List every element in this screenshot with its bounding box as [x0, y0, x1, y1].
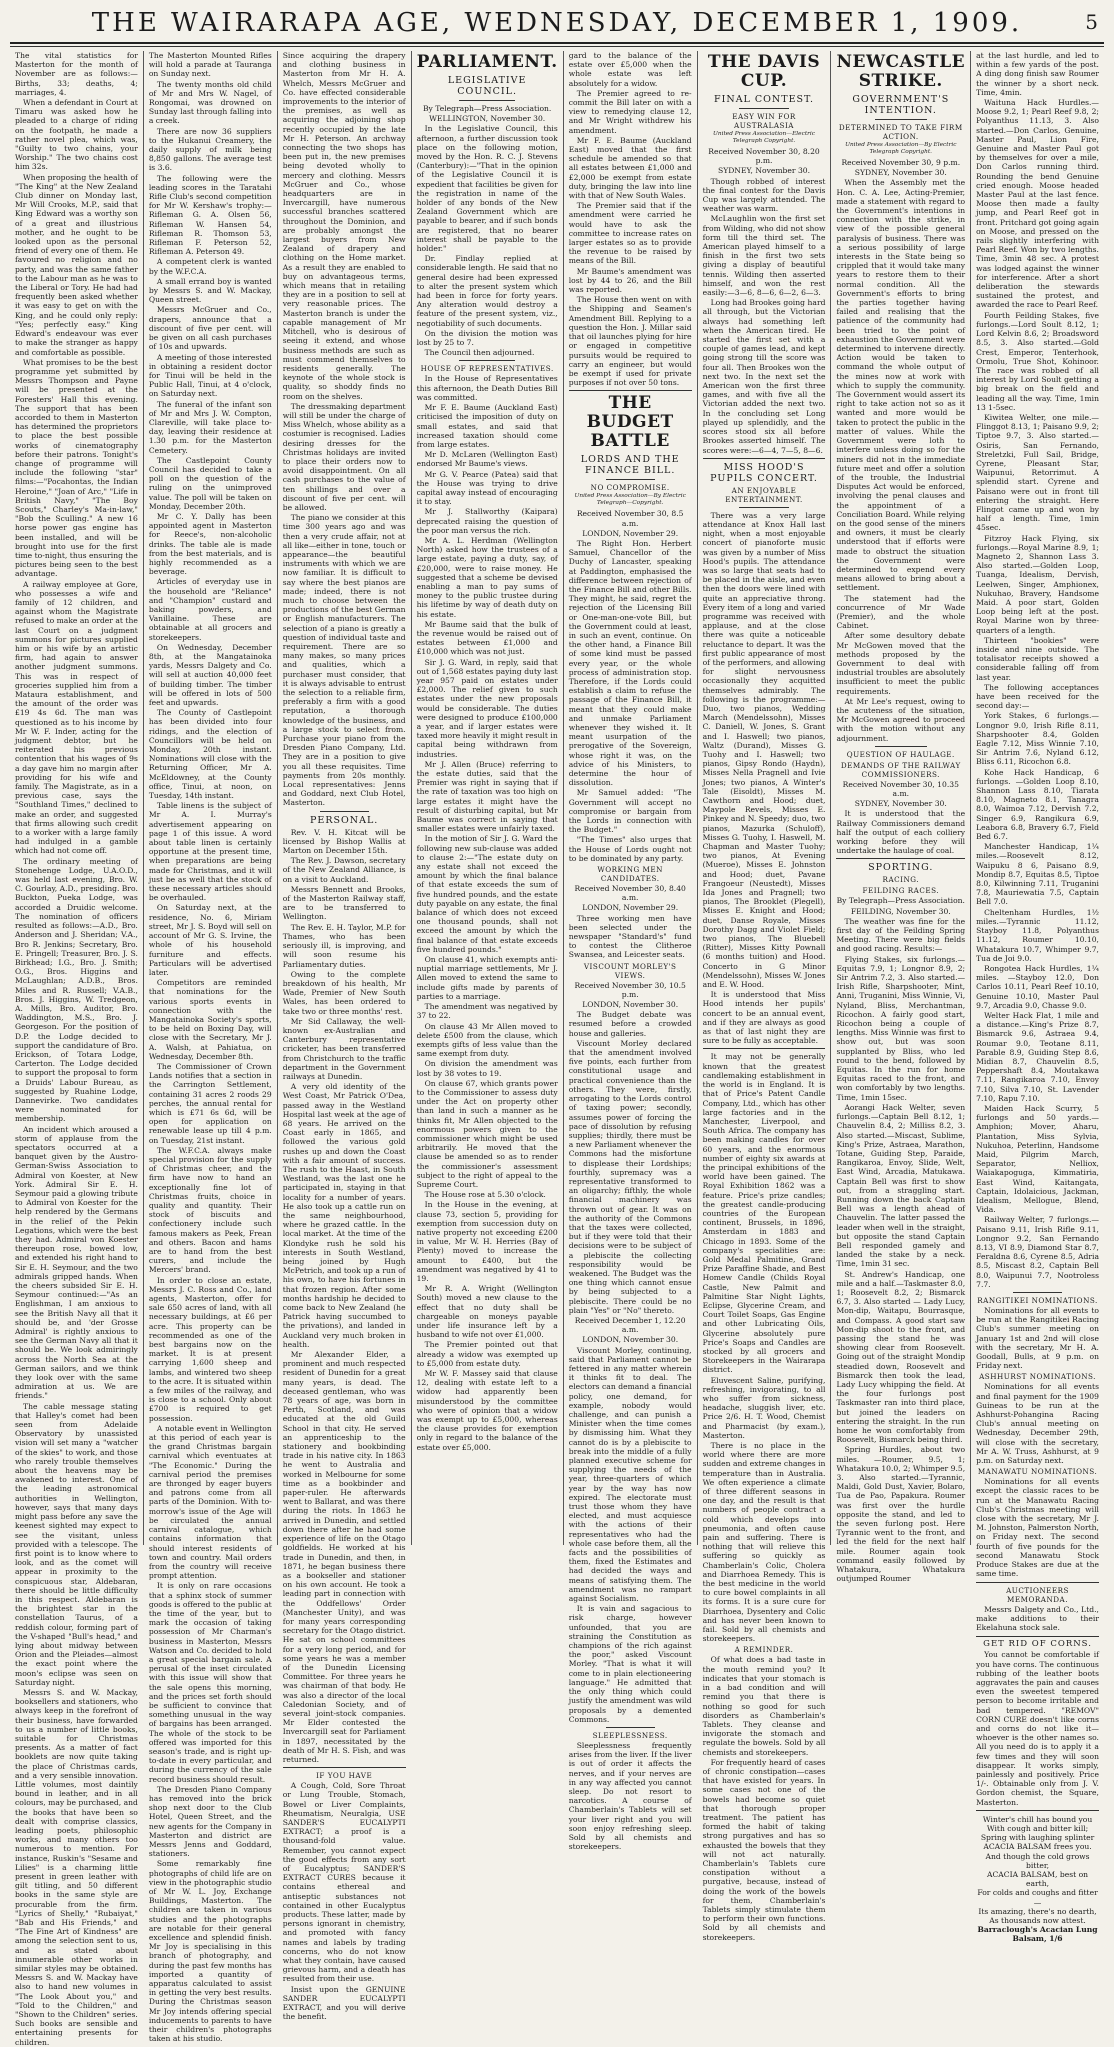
article-paragraph: At Mr Lee's request, owing to the acuteness of the situation, Mr McGowen agreed to proceed with the motion without any adjournment. [836, 696, 966, 743]
article-paragraph: The Council then adjourned. [424, 348, 535, 358]
credit-line: By Telegraph—Press Association. [422, 104, 552, 113]
dateline: LONDON, November 30. [582, 1335, 679, 1345]
headline-sporting: SPORTING. [868, 862, 934, 874]
article-paragraph: Nominations for all events and final payment for the 1909 Guineas to be run at the Ashhurst-Pohangina Racing Club's annual meeting on Wednesday, December 29th, will close with the secretary, Mr A. W. Truss, Ashhurst, at 9 p.m. on Saturday next. [976, 1382, 1099, 1466]
poem-line: Its amazing, there's no dearth, [978, 1906, 1097, 1916]
advert-heading: A REMINDER. [734, 1645, 794, 1655]
subhead-final-contest: FINAL CONTEST. [714, 94, 814, 105]
divider [836, 858, 965, 859]
article-paragraph: Since acquiring the drapery and clothing business in Masterton from Mr H. A. Whelch, Messrs McGruer and Co. have effected considerable improvements to the interior of the premises, as well as acquiring the adjoining shop recently occupied by the late Mr H. Peterson. An archway connecting the two shops has been put in, the new premises being devoted wholly to mercery and clothing. Messrs McGruer and Co., whose headquarters are in Invercargill, have numerous successful branches scattered throughout the Dominion, and are probably amongst the largest buyers from New Zealand of drapery and clothing on the Home market. As a result they are enabled to buy on advantageous terms, which means that in retailing they are in a position to sell at very reasonable prices. The Masterton branch is under the capable management of Mr Mitchell, who is desirous of seeing it extend, and whose business methods are such as must commend themselves to residents generally. The keynote of the whole stock is quality, so shoddy finds no room on the shelves. [282, 51, 406, 401]
article-paragraph: Mr Sid Callaway, the well-known ex-Australian and Canterbury representative cricketer, has been transferred from Christchurch to the traffic department in the Government railways at Dunedin. [282, 1016, 406, 1081]
article-paragraph: The amendment was negatived by 37 to 22. [416, 1002, 558, 1021]
article-paragraph: It is only on rare occasions that a sphinx stock of summer goods is offered to the public at the time of the year, but to mark the occasion of taking possession of Mr Charman's business in Masterton, Messrs Watson and Co. decided to hold a great special bargain sale. A perusal of the inset circulated with this issue will show that the sale opens this morning, and the prices set forth should be sufficient to convince that something unusual in the way of bargains has been arranged. The whole of the stock to be offered was imported for this season's trade, and is right up-to-date in every particular, and during the currency of the sale record business should result. [148, 1581, 272, 1784]
subhead-easy-win: EASY WIN FOR AUSTRALASIA [732, 112, 796, 130]
article-paragraph: Mr C. Y. Dally has been appointed agent in Masterton for Reece's, non-alcoholic drinks. The table ale is made from the best materials, and is highly recommended as a beverage. [148, 511, 272, 577]
article-paragraph: When proposing the health of "The King" at the New Zealand Club dinner on Monday last, Mr Will Crooks, M.P., said that King Edward was a worthy son of a great and illustrious mother, and he ought to be looked upon as the personal friend of every one of them. He favoured no religion and no party, and was the same father to the Labour man as he was to the Liberal or Tory. He had had frequently been asked whether it was easy to get on with the King, and he could only reply: "Yes; perfectly easy." King Edward's endeavour was ever to make the stranger as happy and comfortable as possible. [15, 172, 138, 357]
column-5 [564, 51, 698, 1852]
masthead [10, 8, 1104, 44]
article-paragraph: The Castlepoint County Council has decided to take a poll on the question of the ruling on the unimproved value. The poll will be taken on Monday, December 20th. [148, 455, 272, 511]
advert-text: There is no place in the world where there are more sudden and extreme changes in temperature than in Australia. We often experience a climate of three different seasons in one day, and the result is that numbers of people contract a cold which develops into pneumonia, and often cause pain and suffering. There is nothing that will relieve this suffering so quickly as Chamberlain's Colic, Cholera and Diarrhoea Remedy. This is the best medicine in the world to cure bowel complaints in all its forms. It is a sure cure for Diarrhoea, Dysentery and Colic and has never been known to fail. Sold by all chemists and storekeepers. [702, 1441, 826, 1644]
article-paragraph: The funeral of the infant son of Mr and Mrs J. W. Compton, Clareville, will take place to-day, leaving their residence at 1.30 p.m. for the Masterton Cemetery. [148, 399, 272, 455]
dateline: SYDNEY, November 30. [718, 166, 811, 176]
headline-newcastle-strike: NEWCASTLE STRIKE. [836, 52, 966, 91]
advert-text: Eluvescent Saline, purifying, refreshing, invigorating, to all who suffer from sickness, headache, sluggish liver, etc. Price 2/6. H. T. Wood, Chemist and Pharmacist (by exam.), Masterton. [702, 1375, 826, 1440]
section-heading-personal: PERSONAL. [310, 814, 379, 826]
article-paragraph: Articles of everyday use in the household are "Reliance" and "Champion" custard and baking powders, and Vanillaine. These are obtainable at all grocers and storekeepers. [148, 577, 272, 642]
advert-text: A Cough, Cold, Sore Throat or Lung Trouble, Stomach, Bowel or Liver Complaints, Rheumatism, Neuralgia, USE SANDER'S EUCALYPTI EXTRACT; a proof is a thousand-fold value. Remember, you cannot expect the good effects from any sort of Eucalyptus; SANDER'S EXTRACT CURES because it contains ethereal and antiseptic substances not contained in other Eucalyptus products. These latter, made by persons ignorant in chemistry, and promoted with fancy names and labels by trading concerns, who do not know what they contain, have caused grievous harm, and a death has resulted from their use. [282, 1781, 406, 1984]
article-paragraph: Dr. Findlay replied at considerable length. He said that no general desire had been expressed to alter the present system which had been in force for forty years. Any alteration would destroy a feature of the present system, viz., negotiability of such documents. [416, 254, 558, 328]
article-paragraph: On the division the motion was lost by 25 to 7. [416, 328, 558, 348]
article-paragraph: Mr Baume said that the bulk of the revenue would be raised out of estates between £1,000 and £10,000 which was not just. [416, 619, 558, 657]
article-paragraph: Mr D. McLaren (Wellington East) endorsed Mr Baume's views. [416, 450, 558, 469]
divider [459, 100, 515, 101]
article-paragraph: Fourth Feilding Stakes, five furlongs.—Lord Soult 8.12, 1; Lord Kelvin 8.6, 2; Broadsword 8.5, 3. Also started.—Gold Crest, Emperor, Tenterhook, Ormolu, True Shot, Kohinoor. The race was robbed of all interest by Lord Soult getting a big break on the field and leading all the way. Time, 1min 13 1-5sec. [976, 310, 1099, 412]
article-paragraph: The W.F.C.A. always make special provision for the supply of Christmas cheer, and the firm have now to hand an exceptionally fine lot of Christmas fruits, choice in quality and quantity. Their stock of biscuits and confectionery include such famous makers as Peek, Frean and others. Bacon and hams are to hand from the best curers, and include the Mercers' brand. [148, 1145, 272, 1275]
article-paragraph: In order to close an estate, Messrs J. C. Ross and Co., land agents, Masterton, offer for sale 650 acres of land, with all necessary buildings, at £6 per acre. This property can be recommended as one of the best bargains now on the market. It is at present carrying 1,600 sheep and lambs, and wintered two sheep to the acre. It is situated within a few miles of the railway, and is close to a school. Only about £700 is required to get possession. [148, 1275, 272, 1423]
article-paragraph: The Rev. J. Dawson, secretary of the New Zealand Alliance, is on a visit to Auckland. [282, 856, 406, 884]
divider [875, 119, 926, 120]
subhead-racing: RACING. [882, 875, 920, 885]
article-paragraph: Messrs S. and W. Mackay, booksellers and stationers, who always keep in the forefront of their business, have forwarded to us a number of little books, suitable for Christmas presents. As a matter of fact booklets are now quite taking the place of Christmas cards, and a very sensible innovation. Little volumes, most daintily bound in leather, and in all colours, may be purchased, and the books that have been so dealt with comprise classics, leading poets, philosophic works, and many others too numerous to mention. For instance, Ruskin's "Sesame and Lilies" is a charming little present in green leather with gilt titling, and 50 different books in the same style are procurable from the firm. "Lyrics of Shelly," "Rubaiyat," "Bab and His Friends," and "The Fine Art of Kindness" are among the selection sent to us, and as stated about innumerable other works in similar styles may be obtained. Messrs S. and W. Mackay have also to hand new volumes in "The Look About you," and "Told to the Children," and "Shown to the Children" series. Such books are sensible and entertaining presents for children. [15, 1687, 138, 2047]
article-paragraph: Messrs Dalgety and Co., Ltd., make additions to their Ekelahuna stock sale. [976, 1604, 1099, 1632]
article-paragraph: at the last hurdle, and led to within a few yards of the post. A ding dong finish saw Roumer the winner by a short neck. Time, 4min. [976, 51, 1099, 97]
article-paragraph: The Premier said that if the amendment were carried he would have to ask the committee to increase rates on larger estates so as to provide the revenue to be raised by means of the Bill. [568, 201, 692, 266]
article-paragraph: When a defendant in Court at Timaru was asked how he pleaded to a charge of riding on the footpath, he made a rather novel plea, which was, "Guilty to two chains, your Worship." The two chains cost him 32s. [15, 98, 138, 172]
credit-line: United Press Association—Electric Telegraph Copyright. [713, 131, 816, 144]
article-paragraph: On Saturday next, at the residence, No. 6, Miriam street, Mr J. S. Boyd will sell on account of Mr G. S. Irvine, the whole of his household furniture and effects. Particulars will be advertised later. [148, 903, 272, 977]
article-paragraph: A railway employee at Gore, who possesses a wife and family of 12 children, and against whom the Magistrate refused to make an order at the last Court on a judgment summons for pictures supplied him or his wife by an artistic firm, had again to answer another judgment summons. This was in respect of groceries supplied him from a Mataura establishment, and the amount of the order was £19 4s 6d. The man was questioned as to his income by Mr W. F. Inder, acting for the judgment debtor, but he reiterated his previous contention that his wages of 9s a day gave him no margin after providing for his wife and family. The Magistrate, as in a previous case, says the "Southland Times," declined to make an order, and suggested that firms allowing such credit to a worker with a large family had indulged in a gamble which had not come off. [15, 579, 138, 856]
article-paragraph: Rongotea Hack Hurdles, 1¼ miles. —Stayboy 12.0, Don Carlos 10.11, Pearl Reef 10.10, Genuine 10.10, Master Paul 9.7, Arcadia 9.0, Chasse 9.0. [976, 963, 1099, 1010]
divider [1013, 1292, 1062, 1293]
article-paragraph: St. Andrew's Handicap, one mile and a half.—Taskmaster 8.0, 1; Roosevelt 8.2, 2; Bismarck 6.7, 3. Also started — Lady Lucy, Mon-dip, Waitapu, Bourrasque, and Compass. A good start saw Mon-dip shoot to the front, and passing the stand he was showing clear from Roosevelt. Going out of the straight Mondip steadied down, Roosevelt and Bismarck then took the lead, Lady Lucy whipping the field. At the four furlongs post Taskmaster ran into third place, but joined the leaders on entering the straight. In the run home he won comfortably from Roosevelt, Bismarck being third. [836, 1269, 966, 1445]
subhead-railway-commissioners: DEMANDS OF THE RAILWAY COMMISSIONERS. [840, 760, 961, 779]
article-paragraph: York Stakes, 6 furlongs.—Longnor 9.0, Irish Rifle 8.11, Sharpshooter 8.4, Golden Eagle 7.12, Miss Winnie 7.10, Sir Antrim 7.6, Nyland 6.12, Bliss 6.11, Ricochon 6.8. [976, 711, 1099, 767]
article-paragraph: The Dresden Piano Company has removed into the brick shop next door to the Club Hotel, Queen Street, and the new agents for the Company in Masterton and district are Messrs Jenns and Goddard, stationers. [148, 1784, 272, 1859]
subhead-governments-intention: GOVERNMENT'S INTENTION. [852, 94, 950, 116]
article-paragraph: Table linens is the subject of Mr A. I. Murray's advertisement appearing on page 1 of this issue. A word about table linen is certainly opportune at the present time, when preparations are being made for Christmas, and it will just be as well that the stock of these necessary articles should be overhauled. [148, 801, 272, 903]
credit-line: By Telegraph—Press Association. [836, 896, 965, 906]
advert-text: For frequently heard of cases of chronic constipation—cases that have existed for years. In some cases not one of the bowels had become so quiet that thorough proper treatment. The patient has formed the habit of taking strong purgatives and has so exhausted the bowels that they will not act naturally. Chamberlain's Tablets cure constipation without a purgative, because, instead of doing the work of the bowels for them, Chamberlain's Tablets simply stimulate them to perform their own functions. Sold by all chemists and storekeepers. [702, 1757, 826, 1942]
article-paragraph: A small errand boy is wanted by Messrs S. and W. Mackay, Queen street. [148, 276, 272, 305]
article-paragraph: An incident which aroused a storm of applause from the spectators occurred at a banquet given by the Austro-German-Swiss Association to Admiral von Koester, at New York. Admiral Sir E. H. Seymour paid a glowing tribute to Admiral von Koester for the help rendered by the Germans in the relief of the Pekin Legations, which were the best they had. Admiral von Koester thereupon rose, bowed low, and extended his right hand to Sir E. H. Seymour, and the two admirals gripped hands. When the cheers subsided Sir E. H. Seymour continued:—"As an Englishman, I am anxious to see the British Navy all that it should be, and 'der Grosse Admiral' is rightly anxious to see the German Navy all that it should be. We look admiringly across the North Sea at the German sailors, and we think they look over with the same admiration at us. We are friends." [15, 1124, 138, 1401]
article-paragraph: Mr Alexander Elder, a prominent and much respected resident of Dunedin for a great many years, is dead. The deceased gentleman, who was 78 years of age, was born in Perth, Scotland, and was educated at the old Guild School in that city. He served an apprenticeship to the stationery and bookbinding trade in his native city. In 1863 he went to Australia and worked in Melbourne for some time as a bookbinder and paper-ruler. He afterwards went to Ballarat, and was there during the riots. In 1863 he arrived in Dunedin, and settled down there after he had some experience of life on the Otago goldfields. He worked at his trade in Dunedin, and then, in 1871, he began business there as a bookseller and stationer on his own account. He took a leading part in connection with the Oddfellows' Order (Manchester Unity), and was for many years corresponding secretary for the Otago district. He sat on school committees for a very long period, and for some years he was a member of the Dunedin Licensing Committee. For three years he was chairman of that body. He was also a director of the local Caledonian Society, and of several joint-stock companies. Mr Elder contested the Invercargill seat for Parliament in 1897, necessitated by the death of Mr H. S. Fish, and was returned. [282, 1350, 406, 1764]
article-paragraph: A very old identity of the West Coast, Mr Patrick O'Dea, passed away in the Westland Hospital last week at the age of 68 years. He arrived on the Coast early in 1865, and followed the various gold rushes up and down the Coast with a fair amount of success. The rush to the Haast, in South Westland, was the last one he participated in, staying in that locality for a number of years. He also took up a cattle run on the same neighbourhood, where he grazed cattle. In the local market. At the time of the Klondyke rush he sold his interests in South Westland, being joined by Hugh McPetrich, and took up a run of his own, to have his fortunes in that frozen region. After some months hardship he decided to come back to New Zealand (he Patrick having succumbed to the privations), and landed in Auckland very much broken in health. [282, 1082, 406, 1349]
dateline: SYDNEY, November 30. [854, 799, 947, 809]
subhead-firm-action: DETERMINED TO TAKE FIRM ACTION. [838, 123, 963, 141]
received-line: Received November 30, 8.5 a.m. [576, 509, 684, 528]
article-paragraph: There are now 36 suppliers to the Hukanui Creamery, the daily supply of milk being 8,850 gallons. The average test is 3.6. [148, 126, 272, 173]
article-paragraph: Though robbed of interest the final contest for the Davis Cup was largely attended. The weather was warm. [702, 176, 826, 214]
headline-davis-cup: THE DAVIS CUP. [707, 52, 821, 91]
article-paragraph: There was a very large attendance at Knox Hall last night, when a most enjoyable concert of pianoforte music was given by a number of Miss Hood's pupils. The attendance was so large that seats had to be placed in the aisle, and even then the doors were lined with quite an appreciative throng. Every item of a long and varied programme was received with applause, and at the close there was quite a noticeable reluctance to depart. It was the first public appearance of most of the performers, and allowing for slight nervousness occasionally they acquitted themselves admirably. The following is the programme:—Duo, two pianos, Wedding March (Mendelssohn), Misses C. Daniell, W. Jones, S. Grant and I. Haswell; two pianos, Waltz (Durand), Misses G. Tuohy and I. Haswell; two pianos, Gipsy Rondo (Haydn), Misses Nella Pragnell and Ivie Jones; two pianos, A Winter's Tale (Eisoldt), Misses M. Cawthorn and Hood; duet, Maypole Revels, Misses E. Pinkey and N. Speedy; duo, two pianos, Mazurka (Schuloff), Misses G. Tuohy, I. Haswell, M. Chapman and Master Tuohy; two pianos, At Evening (Mueroe), Misses E. Johnston and Hood; duet, Pavane Frangoeur (Neustedt), Misses Ida Jones and Pragnell; two pianos, The Brooklet (Plegell), Misses E. Knight and Hood; duet, Danse Royale, Misses Dorothy Dagg and Violet Field; two pianos, The Bluebell (Ritter), Misses Kitty Pownall (6 months tuition) and Hood. Concerto in G Minor (Mendelssohn), Misses W. Jones and E. W. Hood. [702, 510, 826, 990]
article-paragraph: Welter Hack Flat, 1 mile and a distance.—King's Prize 8.7, Bismarck 9.6, Astraea 9.4, Roumar 9.0, Teotane 8.11, Parable 8.9, Guiding Step 8.6, Midian 8.7, Chauvelin 8.5, Peppershaft 8.4, Moutakawa 7.11, Rangikaroa 7.10, Envoy 7.10, Silva 7.10, St. Lavender 7.10, Rapu 7.10. [976, 1010, 1099, 1103]
article-paragraph: Mr F. E. Baume (Auckland East) moved that the first schedule be amended so that all estates between £1,000 and £2,000 be exempt from estate duty, bringing the law into line with that of New South Wales. [568, 135, 692, 201]
advert-poem [976, 1815, 1099, 1944]
article-paragraph: The statement had the concurrence of Mr Wade (Premier), and the whole Cabinet. [836, 593, 966, 631]
advert-box [976, 1636, 1099, 1811]
dateline: LONDON, November 30. [582, 1000, 679, 1010]
article-paragraph: Rev. V. H. Kitcat will be licensed by Bishop Wallis at Marton on December 15th. [282, 827, 406, 856]
article-paragraph: Three working men have been selected under the newspaper "Standard's" fund to contest the Clitheroe Swansea, and Leicester seats. [568, 913, 692, 960]
article-paragraph: Spring Hurdles, about two miles. —Roumer, 9.5, 1; Whatakura 10.0, 2; Whimper 9.5, 3. Also started.—Tyrannic, Maldi, Gold Dust, Xavier, Bolaro, Tua de Pao, Papakura. Roumer was first over the hurdle opposite the stand, and led to the seven furlong post. Here Tyrannic went to the front, and led the field for the next half mile. Roumer again took command easily followed by Whatakura, Whatakura outjumped Roumer [836, 1445, 966, 1584]
poem-line: And though the cold grows bitter, [985, 1851, 1090, 1870]
article-paragraph: Mr Samuel added: "The Government will accept no compromise or bargain from the Lords in connection with the Budget." [568, 788, 692, 835]
received-line: Received November 30, 10.35 a.m. [842, 779, 959, 798]
subhead-working-men: WORKING MEN CANDIDATES. [597, 865, 663, 884]
article-paragraph: It is understood that the Railway Commissioners demand half the output of each colliery working before they will undertake the haulage of coal. [836, 809, 966, 856]
article-paragraph: Thirteen "bookies" were inside and nine outside. The totalisator receipts showed a considerable falling off from last year. [976, 635, 1099, 682]
subhead-house-of-representatives: HOUSE OF REPRESENTATIVES. [420, 364, 554, 374]
headline-parliament: PARLIAMENT. [416, 52, 558, 72]
subhead-legislative-council: LEGISLATIVE COUNCIL. [447, 75, 527, 97]
column-8 [971, 51, 1104, 1944]
poem-line: Barraclough's Acacian Lung Balsam, 1/6 [977, 1925, 1098, 1944]
dateline: FEILDING, November 30. [850, 906, 951, 916]
poem-line: ACACIA BALSAM, best on earth, [987, 1869, 1089, 1889]
article-paragraph: Messrs Bennett and Brooks, of the Masterton Railway staff, are to be transferred to Wellington. [282, 884, 406, 922]
divider [320, 811, 369, 812]
article-paragraph: Flying Stakes, six furlongs.—Equitas 7.9, 1; Longnor 8.9, 2; Sir Antrim 7.2, 3. Also started.—Irish Rifle, Sharpshooter, Mint, Anni, Truganini, Miss Winnie, Vi, Nyland, Bliss, Merchantman, Ricochon. A fairly good start, Ricochon being a couple of lengths. Miss Winnie was first to show out, but was soon supplanted by Bliss, who led round to the bend, followed by Equitas. In the run for home Equitas raced to the front, and won comfortably by two lengths. Time, 1min 15sec. [836, 954, 966, 1102]
poem-line: For colds and coughs and fitter— [977, 1888, 1098, 1907]
article-paragraph: gard to the balance of the estate over £5,000 when the whole estate was left absolutely for a widow. [568, 51, 692, 88]
subhead-no-compromise: NO COMPROMISE. [590, 483, 670, 493]
column-2 [144, 51, 278, 2044]
advert-heading: IF YOU HAVE [316, 1771, 373, 1781]
divider [703, 458, 826, 459]
article-paragraph: A competent clerk is wanted by the W.F.C.A. [148, 257, 272, 276]
column-1 [10, 51, 144, 2047]
article-paragraph: The Right Hon. Herbert Samuel, Chancellor of the Duchy of Lancaster, speaking at Paddington, emphasised the difference between rejection of the Finance Bill and other Bills. They might, he said, regret the rejection of the Licensing Bill or One-man-one-vote Bill, but the Government could at least, in such an event, continue. On the other hand, a Finance Bill of some kind must be passed every year, or the whole process of administration stop. Therefore, if the Lords could establish a claim to refuse the passage of the Finance Bill, it meant that they could make and unmake Parliament whenever they wished it. It meant usurpation of the prerogative of the Sovereign, whose right it was, on the advice of his Ministers, to determine the hour of dissolution. [568, 538, 692, 788]
article-paragraph: Viscount Morley declared that the amendment involved five points, each further from constitutional usage and practical convenience than the others. They were, firstly, arrogating to the Lords control of taxing power; secondly, assumes power of forcing the pace of dissolution by refusing supplies; thirdly, there must be a new Parliament whenever the Commons had the misfortune to displease their Lordships; fourthly, supremacy was a representative transformed to an oligarchy; fifthly, the whole financial machinery was thrown out of gear. It was on the authority of the Commons that the taxes were collected, but if they were told that their decisions were to be subject of a plebiscite the collecting responsibility would be weakened. The Budget was the one thing which cannot ensue by being subjected to a plebiscite. There could be no plain "Yes" or "No" thereto. [568, 1038, 692, 1315]
article-paragraph: Aorangi Hack Welter, seven furlongs.—Captain Bell 8.12, 1; Chauvelin 8.4, 2; Milliss 8.2, 3. Also started.—Miscast, Sublime, King's Prize, Astraea, Marathon, Totane, Guiding Step, Paraide, Rangikaroa, Envoy, Slide, Welt, East Wind, Arcadia, Matukawa. Captain Bell was first to show out, from a straggling start. Running down the back Captain Bell was a length ahead of Chauvelin. The latter passed the leader when well in the straight, but opposite the stand Captain Bell responded gamely and landed the stake by a neck. Time, 1min 31 sec. [836, 1102, 966, 1269]
advert-text: Insist upon the GENUINE SANDER EUCALYPTI EXTRACT, and you will derive the benefit. [282, 1984, 406, 2022]
divider [739, 108, 788, 109]
article-paragraph: Nominations for all events except the classic races to be run at the Manawatu Racing Club's Christmas meeting will close with the secretary, Mr J. M. Johnston, Palmerston North, on Friday next. The second fourth of five pounds for the second Manawatu Stock Produce Stakes are due at the same time. [976, 1477, 1099, 1579]
advert-text: You cannot be comfortable if you have corns. The continuous rubbing of the leather boots aggravates the pain and causes even the sweetest tempered person to become irritable and bad tempered. "REMOV" CORN CURE doesn't like corns and corns do not like it—whoever is the other names so. All you need do is to apply it a few times and they will soon disappear. It works simply, painlessly and positively. Price 1/-. Obtainable only from J. V. Gordon chemist, the Square, Masterton. [976, 1650, 1099, 1807]
poem-line: ACACIA BALSAM frees you. [983, 1842, 1092, 1852]
article-paragraph: A meeting of those interested in obtaining a resident doctor for Tinui will be held in the Public Hall, Tinui, at 4 o'clock, on Saturday next. [148, 352, 272, 399]
received-line: Received November 30, 10.5 p.m. [574, 980, 686, 999]
column-6 [698, 51, 832, 1942]
received-line: Received November 30, 8.40 a.m. [574, 884, 686, 903]
article-paragraph: Manchester Handicap, 1¼ miles.—Roosevelt 8.12, Waipuku 8 6, Paisano 8.9, Mondip 8.7, Equitas 8.5, Tiptoe 8.0, Kilwinning 7.11, Truganini 7.8, Mauriewatia 7.5, Captain Bell 7.0. [976, 842, 1099, 907]
article-paragraph: Waituna Hack Hurdles.—Moose 9.2, 1; Pearl Reef 9.8, 2; Polyanthus 11.13, 3. Also started.—Don Carlos, Genuine, Master Paul, Lion Fire, Genuine and Master Paul got by themselves for over a mile, Don Carlos running third. Rounding the bend Genuine cried enough. Moose headed Master Paul at the last fence. Moose then made a faulty jump, and Pearl Reef got in front. Pritchard got going again on Moose, and pressed on the rails slightly interfering with Pearl Reef. Won by two lengths. Time, 3min 48 sec. A protest was lodged against the winner for interference. After a short deliberation the stewards sustained the protest, and awarded the race to Pearl Reef. [976, 98, 1099, 310]
received-line: Received December 1, 12.20 a.m. [574, 1315, 686, 1335]
article-paragraph: Sir J. G. Ward, in reply, said that out of 1,568 estates paying duty last year 957 paid on estates under £2,000. The relief given to such estates under the new proposals would be considerable. The duties were designed to produce £100,000 a year, and if larger estates were taxed more heavily it might result in capital being withdrawn from industries. [416, 657, 558, 759]
divider [569, 390, 692, 391]
divider [606, 1727, 655, 1728]
received-line: Received November 30, 8.20 p.m. [708, 147, 820, 166]
article-paragraph: McLaughlin won the first set from Wilding, who did not show form till the third set. The American played himself to a finish in the first two sets giving a display of beautiful tennis. Wilding then asserted himself, and won the rest easily:—3—6, 8—6, 6—2, 6—3. [702, 214, 826, 298]
article-paragraph: It is vain and sagacious to risk charge, however unfounded, that you are straining the Constitution as champions of the rich against the poor," asked Viscount Morley. "That is what it will come to in plain electioneering language." He admitted that the only thing which could justify the amendment was wild proposals by a demented Commons. [568, 1604, 692, 1724]
article-paragraph: Mr J. Allen (Bruce) referring to the estate duties, said that the Premier was right in saying that if the rate of taxation was too high on large estates it might have the result of disturbing capital, but Mr Baume was correct in saying that smaller estates were unfairly taxed. [416, 759, 558, 834]
subhead-lords-finance-bill: LORDS AND THE FINANCE BILL. [580, 454, 680, 477]
subhead-enjoyable: AN ENJOYABLE ENTERTAINMENT. [725, 485, 803, 504]
article-paragraph: The piano we consider at this time 300 years ago and was then a very crude affair, not at all like—either in tone, touch or appearance—the beautiful instruments with which we are now familiar. It is difficult to say where the best pianos are made; indeed, there is not much to choose between the productions of the best German or English manufacturers. The selection of a piano is greatly a question of individual taste and requirement. There are so many makes, so many prices and qualities, which a purchaser must consider, that it is always advisable to entrust the selection to a reliable firm, preferably a firm with a good reputation, a thorough knowledge of the business, and a large stock to select from. Purchase your piano from the Dresden Piano Company, Ltd. They are in a position to give you all these requisites. Time payments from 20s monthly. Local representatives: Jenns and Goddard, next Club Hotel, Masterton. [282, 513, 406, 808]
advert-heading: SLEEPLESSNESS. [592, 1730, 668, 1740]
page-number: 5 [1085, 10, 1098, 34]
article-paragraph: Kohe Hack Handicap, 6 furlongs. —Golden Loop 8.10, Shannon Lass 8.10, Tiarata 8.10, Magneto 8.1, Tanagra 8.0, Waimoa 7.12, Dervish 7.2, Singer 6.9, Rangikura 6.9, Leabora 6.8, Bravery 6.7, Field Bed 6.7. [976, 767, 1099, 842]
subhead-haulage: QUESTION OF HAULAGE. [846, 749, 955, 759]
subhead-auctioneers: AUCTIONEERS MEMORANDA. [1006, 1585, 1069, 1604]
credit-line: United Press Association—By Electric Telegraph—Copyright. [574, 493, 686, 507]
columns [10, 51, 1104, 2047]
article-paragraph: Mr R. A. Wright (Wellington South) moved a new clause to the effect that no duty shall be chargeable on moneys payable under life insurance left by a husband to wife not over £1,000. [416, 1284, 558, 1340]
article-paragraph: After some desultory debate Mr McGowen moved that the methods proposed by the Government to deal with industrial troubles are absolutely insufficient to meet the public requirements. [836, 631, 966, 696]
subhead-rangitikei: RANGITIKEI NOMINATIONS. [977, 1296, 1098, 1306]
article-paragraph: "The Times" also urges that the House of Lords ought not to be dominated by any party. [568, 835, 692, 863]
article-paragraph: The cable message stating that Halley's comet had been seen from Adelaide Observatory by unassisted vision will set many a "watcher of the skies" to work, and those who rarely trouble themselves about the heavens may be awakened to interest. One of the leading astronomical authorities in Wellington, however, says that many days might pass before any save the keenest sighted may expect to see the visitant, unless provided with a telescope. The first point is to know where to look, and as the comet will appear in proximity to the conspicuous star, Aldebaran, there should be little difficulty in this respect. Aldebaran is the brightest star in the constellation Taurus, of a reddish colour, forming part of the V-shaped "Bull's head," and lying about midway between Orion and the Pleiades—almost the exact point where the moon's eclipse was seen on Saturday night. [15, 1401, 138, 1687]
article-paragraph: Mr J. Stallworthy (Kaipara) deprecated raising the question of the poor man versus the rich. [416, 507, 558, 535]
article-paragraph: When the Assembly met the Hon. C. A. Lee, Acting-Premier, made a statement with regard to the Government's intentions in connection with the strike, in view of the possible general paralysis of business. There was a serious possibility of large interests in the State being so crippled that it would take many years to restore them to their normal condition. All the Government's efforts to bring the parties together having failed and realising that the patience of the community had been tried to the point of exhaustion the Government were determined to intervene directly. Action would be taken to command the whole output of the mines now at work with which to supply the community. The Government would assert its right to take action not so as it wanted and more would be taken to protect the public in the matter of values. While the Government were loth to interfere unless doing so for the miners did not in the immediate future meet and offer a solution of the trouble, the Industrial Disputes Act would be enforced, involving the penal clauses and the appointment of a Conciliation Board. While relying on the good sense of the miners and owners, it must be clearly understood that if efforts were made to obstruct the situation the Government were determined to expend every means allowed to bring about a settlement. [836, 178, 966, 593]
article-paragraph: Kiwitea Welter, one mile.—Flinggot 8.13, 1; Paisano 9.9, 2; Tiptoe 9.7, 3. Also started.—Osiris, San Fernando, Streletzki, Full Sail, Bridge, Cyrene, Pleasant Star, Waipunui, Retorrimut. A splendid start. Cyrene and Paisano were out in front till entering the straight. Here Flingot came up and won by half a length. Time, 1min 45sec. [976, 412, 1099, 533]
article-paragraph: Competitors are reminded that nominations for the various sports events in connection with the Mangatainoka Society's sports, to be held on Boxing Day, will close with the Secretary, Mr J. A. Walsh, at Pahiatua, on Wednesday, December 8th. [148, 978, 272, 1061]
divider [739, 507, 788, 508]
article-paragraph: The twenty months old child of Mr and Mrs W. Nagel, of Rongomai, was drowned on Sunday last through falling into a creek. [148, 79, 272, 126]
subhead-feilding-races: FEILDING RACES. [862, 886, 940, 896]
article-paragraph: Cheltenham Hurdles, 1½ miles.—Tyrannic 11.12, Stayboy 11.8, Polyanthus 11.12, Roumer 10.10, Whatakura 10.7, Whimper 9.7, Tua de Joi 9.0. [976, 907, 1099, 963]
article-paragraph: The House then went on with the Shipping and Seamen's Amendment Bill. Replying to a question the Hon. J. Millar said that oil launches plying for hire or engaged in competitive pursuits would be required to carry an engineer, but would be exempt if used for private purposes if not over 50 tons. [568, 295, 692, 388]
headline-budget-battle: THE BUDGET BATTLE [586, 393, 674, 452]
article-paragraph: The Rev. E. H. Taylor, M.P. for Thames, who has been seriously ill, is improving, and will soon resume his Parliamentary duties. [282, 922, 406, 969]
article-paragraph: The County of Castlepoint has been divided into four ridings, and the election of Councillors will be held on Monday, 20th instant. Nominations will close with the Returning Officer, Mr A. McEldowney, at the County office, Tinui, at noon, on Tuesday, 14th instant. [148, 708, 272, 801]
article-paragraph: In the House of Representatives this afternoon, the Death Duties Bill was committed. [416, 374, 558, 402]
article-paragraph: The vital statistics for Masterton for the month of November are as follows:—Births, 33; deaths, 4; marriages, 4. [15, 51, 138, 97]
article-paragraph: Some remarkably fine photographs of child life are on view in the photographic studio of Mr W. L. Joy, Exchange Buildings, Masterton. The children are taken in various studies and the photographs are notable for their general excellence and splendid finish. Mr Joy is specialising in this branch of photography, and during the past few months has imported a quantity of apparatus calculated to assist in getting the very best results. During the Christmas season Mr Joy intends offering special inducements to parents to have their children's photographs taken at his studio. [148, 1859, 272, 2044]
article-paragraph: Viscount Morley, continuing, said that Parliament cannot be fettered in any matter wherein it thinks fit to deal. The electors can demand a financial policy, one demand, for example, nobody would challenge, and can punish a Minister when the time comes by dismissing him. What they cannot do is by a plebiscite to break into the middle of a fully planned executive scheme for supplying the needs of the year, three-quarters of which year by the way has now expired. The electorate must trust those whom they have elected, and must acquiesce with the actions of their representatives who had the whole case before them, all the facts and the possibilities of them, fixed the Estimates and had decided the ways and means of satisfying them. The amendment was no rampart against Socialism. [568, 1345, 692, 1604]
article-paragraph: In the motion of Sir J. G. Ward the following new sub-clause was added to clause 2:—"The estate duty on any estate shall not exceed the amount by which the final balance of that estate exceeds the sum of five hundred pounds, and the estate duty payable on any estate, the final balance of which does not exceed one thousand pounds, shall not exceed the amount by which the final balance of that estate exceeds five hundred pounds." [416, 834, 558, 954]
dateline: SYDNEY, November 30. [854, 168, 947, 178]
dateline: WELLINGTON, November 30. [429, 114, 546, 124]
article-paragraph: Messrs McGruer and Co., drapers, announce that a discount of five per cent. will be given on all cash purchases of 10s and upwards. [148, 305, 272, 352]
subhead-ashhurst: ASHHURST NOMINATIONS. [979, 1372, 1096, 1382]
poem-line: As thousands now attest. [989, 1916, 1086, 1925]
divider [875, 746, 926, 747]
article-paragraph: In the House in the evening, at clause 73, section 5, providing for exemption from succession duty on native property not exceeding £200 in value, Mr W. H. Herries (Bay of Plenty) moved to increase the amount to £400, but the amendment was negatived by 41 to 19. [416, 1200, 558, 1283]
article-paragraph: The ordinary meeting of Stonehenge Lodge, U.A.O.D., was held last evening, Bro. W. C. Gourlay, A.D., presiding. Bro. Buckton, Pueka Lodge, was accorded a Druidic welcome. The nomination of officers resulted as follows:—A.D., Bro. Anderson and J. Sheridan; V.A., Bro R. Jenkins; Secretary, Bro. E. Pringell; Treasurer, Bro. J. S. Birkhead; I.G., Bro. J. Smith; O.G., Bros. Higgins and McLaughlan; A.D.B., Bros. Miles and R. Russell; V.A.B., Bros. J. Higgins, W. Tredgeon, A. Mills, Bro. Auditor, Bro. Waddington, M.S., Bro. J. Georgeson. For the position of D.P. the Lodge decided to support the candidature of Bro. Erickson, of Totara Lodge, Carterton. The Lodge decided to support the proposal to form a Druids' Labour Bureau, as suggested by Ruahine Lodge, Dannevirke. Two candidates were nominated for membership. [15, 856, 138, 1124]
article-paragraph: A notable event in Wellington at this period of each year is the grand Christmas bargain carnival which eventuates at "The Economic." During the carnival period the premises are thronged by eager buyers and patrons come from all parts of the Dominion. With to-morrow's issue of the Age will be circulated the annual carnival catalogue, which contains information that should interest residents of town and country. Mail orders from the country will receive prompt attention. [148, 1423, 272, 1581]
article-paragraph: Mr Baume's amendment was lost by 44 to 26, and the Bill was reported. [568, 266, 692, 295]
advert-heading: GET RID OF CORNS. [983, 1639, 1092, 1650]
headline-hood-concert: MISS HOOD'S PUPILS CONCERT. [710, 461, 818, 484]
article-paragraph: Mr W. F. Massey said that clause 12, dealing with estate left to a widow had apparently been misunderstood by the committee who were of opinion that a widow was exempt up to £5,000, whereas the clause provides for exemption only in regard to the balance of the estate over £5,000. [416, 1369, 558, 1452]
article-paragraph: The following were the leading scores in the Taratahi Rifle Club's second competition for Mr W. Kershaw's trophy:—Rifleman G. A. Olsen 56, Rifleman W. Hansen 54, Rifleman R. Thomson 53, Rifleman F. Peterson 52, Rifleman A. Peterson 49. [148, 173, 272, 257]
article-paragraph: Owing to the complete breakdown of his health, Mr Wade, Premier of New South Wales, has been ordered to take two or three months' rest. [282, 969, 406, 1016]
article-paragraph: Mr A. L. Herdman (Wellington North) asked how the trustees of a large estate, paying a duty, say, of £20,000, were to raise money. He suggested that a scheme be devised enabling a man to pay sums of money to the public trustee during his lifetime by way of death duty on his estate. [416, 535, 558, 619]
article-paragraph: The Masterton Mounted Rifles will hold a parade at Tauranga on Sunday next. [148, 51, 272, 79]
article-paragraph: The Premier agreed to re-commit the Bill later on with a view to remedying clause 12, and Mr Wright withdrew his amendment. [568, 88, 692, 135]
poem-line: Spring with laughing splinter [980, 1833, 1095, 1843]
article-paragraph: Long had Brookes going hard all through, but the Victorian always had something left when the American tired. He started the first set with a couple of games lead, and kept going strong till the score was four all. Then Brookes won the next two. In the next set the American won the first three games, and with five all the Victorian added the next two. In the concluding set Long played up splendidly, and the scores stood six all before Brookes asserted himself. The scores were:—6—4, 7—5, 8—6. [702, 298, 826, 455]
subhead-manawatu: MANAWATU NOMINATIONS. [977, 1467, 1098, 1477]
dateline: LONDON, November 29. [582, 903, 679, 913]
article-paragraph: The Premier pointed out that already a widow was exempted up to £5,000 from estate duty. [416, 1340, 558, 1368]
article-paragraph: On clause 41, which exempts anti-nuptial marriage settlements, Mr J. Allen moved to extend the same to include gifts made by parents of parties to a marriage. [416, 955, 558, 1001]
masthead-rule [10, 46, 1104, 47]
column-4 [412, 51, 564, 1545]
article-paragraph: Railway Welter, 7 furlongs.—Paisano 9.11, Irish Rifle 9.11, Longnor 9.2, San Fernando 8.13, VI 8.9, Diamond Star 8.7, Feraldna 8.6, Cyrene 8.5, Adria 8.5, Miscast 8.2, Captain Bell 8.0, Waipunui 7.7, Nootroless 7.7. [976, 1215, 1099, 1289]
dateline: LONDON, November 29. [582, 528, 679, 538]
advert-text: Of what does a bad taste in the mouth remind you? It indicates that your stomach is in a bad condition and will remind you that there is nothing so good for such disorders as Chamberlain's Tablets. They cleanse and invigorate the stomach and regulate the bowels. Sold by all chemists and storekeepers. [702, 1655, 826, 1757]
article-paragraph: Mr F. E. Baume (Auckland East) criticised the imposition of duty on small estates, and said that increased taxation should come from large estates. [416, 403, 558, 449]
subhead-morley-views: VISCOUNT MORLEY'S VIEWS. [583, 961, 677, 980]
article-paragraph: The House rose at 5.30 o'clock. [424, 1190, 546, 1200]
article-paragraph: In the Legislative Council, this afternoon, a further discussion took place on the following motion, moved by the Hon. R. C. J. Stevens (Canterbury):—"That in the opinion of the Legislative Council it is expedient that facilities be given for the registration in name of the holder of any bonds of the New Zealand Government which are payable to bearer, and if such bonds are registered, that no bearer interest shall be payable to the holder." [416, 124, 558, 254]
divider [606, 479, 655, 480]
column-7 [831, 51, 971, 1584]
credit-line: United Press Association—By Electric Telegraph Copyright. [845, 142, 957, 155]
article-paragraph: The Commissioner of Crown Lands notifies that a section in the Carrington Settlement, containing 31 acres 2 roods 29 perches, the annual rental for which is £71 6s 6d, will be open for application on renewable lease up till 4 p.m. on Tuesday, 21st instant. [148, 1061, 272, 1145]
article-paragraph: The weather was fine for the first day of the Feilding Spring Meeting. There were big fields and good racing. Results:— [836, 916, 966, 954]
poem-line: With cough and bitter kill; [986, 1823, 1089, 1833]
divider [703, 1048, 826, 1049]
article-paragraph: The Budget debate was resumed before a crowded house and galleries. [568, 1010, 692, 1038]
article-paragraph: It is understood that Miss Hood intends her pupils' concert to be an annual event, and if they are always as good as that of last night they are sure to be fully as acceptable. [702, 990, 826, 1046]
divider [976, 1582, 1099, 1583]
article-paragraph: On division the amendment was lost by 38 votes to 19. [416, 1059, 558, 1078]
article-paragraph: Fitzroy Hack Flying, six furlongs.—Royal Marine 8.9, 1; Magneto 2, Shannon Lass 3. Also started.—Golden Loop, Tuanga, Idealism, Dervish, Leelwen, Singer, Amphionex, Nukuhao, Bravery, Handsome Maid. A poor start, Golden Loop being left at the post. Royal Marine won by three-quarters of a length. [976, 533, 1099, 635]
divider [459, 360, 515, 361]
advert-text: It may not be generally known that the greatest candlemaking establishment in the world is in England. It is that of Price's Patent Candle Company, Ltd., which has other large factories and in the Manchester, Liverpool, and South Africa. The company has been making candles for over 60 years, and the enormous number of eighty six awards at the principal exhibitions of the world have been gained. The Royal Exhibition 1862 was a feature. Price's prize candles; the greatest candle-producing countries of the European continent, Brussels, in 1896, Amsterdam in 1883 and Chicago in 1893. Some of the company's specialities are: Gold Medal Palmitine, Grand Prize Paraffine Shade, and Best Homew Candle (Childs Royal Castle, New Palmit and Palmitine Star Night Lights, Eclipse, Glycerine Cream, and Court Toilet Soaps, Gas Engine and other Lubricating Oils, Glycerine absolutely pure Price's Soaps and Candles are stocked by all grocers and Storekeepers in the Wairarapa district. [702, 1052, 826, 1375]
article-paragraph: Mr G. V. Pearce (Patea) said that the House was trying to drive capital away instead of encouraging it to stay. [416, 469, 558, 507]
advert-text: Sleeplessness frequently arises from the liver. If the liver is out of order it affects the nerves, and if your nerves are in any way affected you cannot sleep. Do not resort to narcotics. A course of Chamberlain's Tablets will set your liver right and you will soon enjoy refreshing sleep. Sold by all chemists and storekeepers. [568, 1740, 692, 1852]
article-paragraph: The following acceptances have been received for the second day:— [976, 682, 1099, 711]
article-paragraph: Nominations for all events to be run at the Rangitikei Racing Club's summer meeting on January 1st and 2nd will close with the secretary, Mr H. A. Goodall, Bulls, at 9 p.m. on Friday next. [976, 1306, 1099, 1371]
column-3 [278, 51, 412, 2022]
divider [283, 1767, 406, 1768]
masthead-title: THE WAIRARAPA AGE, WEDNESDAY, DECEMBER 1, 1909. [91, 8, 1023, 38]
received-line: Received November 30, 9 p.m. [841, 158, 961, 167]
article-paragraph: Maiden Hack Scurry, 5 furlongs and 50 yards.—Amphion; Mover, Aharu, Plantation, Miss Sylvia, Nukuhoa, Peterlinn, Handsome Maid, Pilgrim March, Separator, Nelliox, Waiakapoguga, Kimmatiria, East Wind, Kaitangata, Captain, Idolaicious, Jackman, Idealism, Mellogue, Blend, Vida. [976, 1103, 1099, 1215]
article-paragraph: On clause 43 Mr Allen moved to delete £500 from the clause, which exempts gifts of less value than the same exempt from duty. [416, 1021, 558, 1059]
article-paragraph: The dressmaking department will still be under the charge of Miss Whelch, whose ability as a costumier is recognised. Ladies desiring dresses for the Christmas holidays are invited to place their orders now to avoid disappointment. On all cash purchases to the value of ten shillings and over a discount of five per cent. will be allowed. [282, 401, 406, 512]
poem-line: Winter's chill has bound you [982, 1814, 1093, 1824]
article-paragraph: What promises to be the best programme yet submitted by Messrs Thompson and Payne will be presented at the Foresters' Hall this evening. The support that has been accorded to them in Masterton has determined the proprietors to place the best possible works of cinematography before their patrons. Tonight's change of programme will include the following "star" films:—"Pocahontas, the Indian Heroine," "Joan of Arc," "Life in British Navy," "The Boy Scouts," Charley's Ma-in-law," "Bob the Sculling." A new 16 horse power gas engine has been installed, and will be brought into use for the first time to-night, thus ensuring the pictures being seen to the best advantage. [15, 357, 138, 579]
article-paragraph: On clause 67, which grants power to the Commissioner to assess duty under the Act on property other than land in such a manner as he thinks fit, Mr Allen objected to the enormous powers given to the commissioner which might be used arbitrarily. He moved that the clause be amended so as to render the commissioner's assessment subject to the right of appeal to the Supreme Court. [416, 1078, 558, 1189]
article-paragraph: On Wednesday, December 8th, at the Mangatainoka yards, Messrs Dalgety and Co. will sell at auction 40,000 feet of building timber. The timber will be offered in lots of 500 feet and upwards. [148, 642, 272, 708]
